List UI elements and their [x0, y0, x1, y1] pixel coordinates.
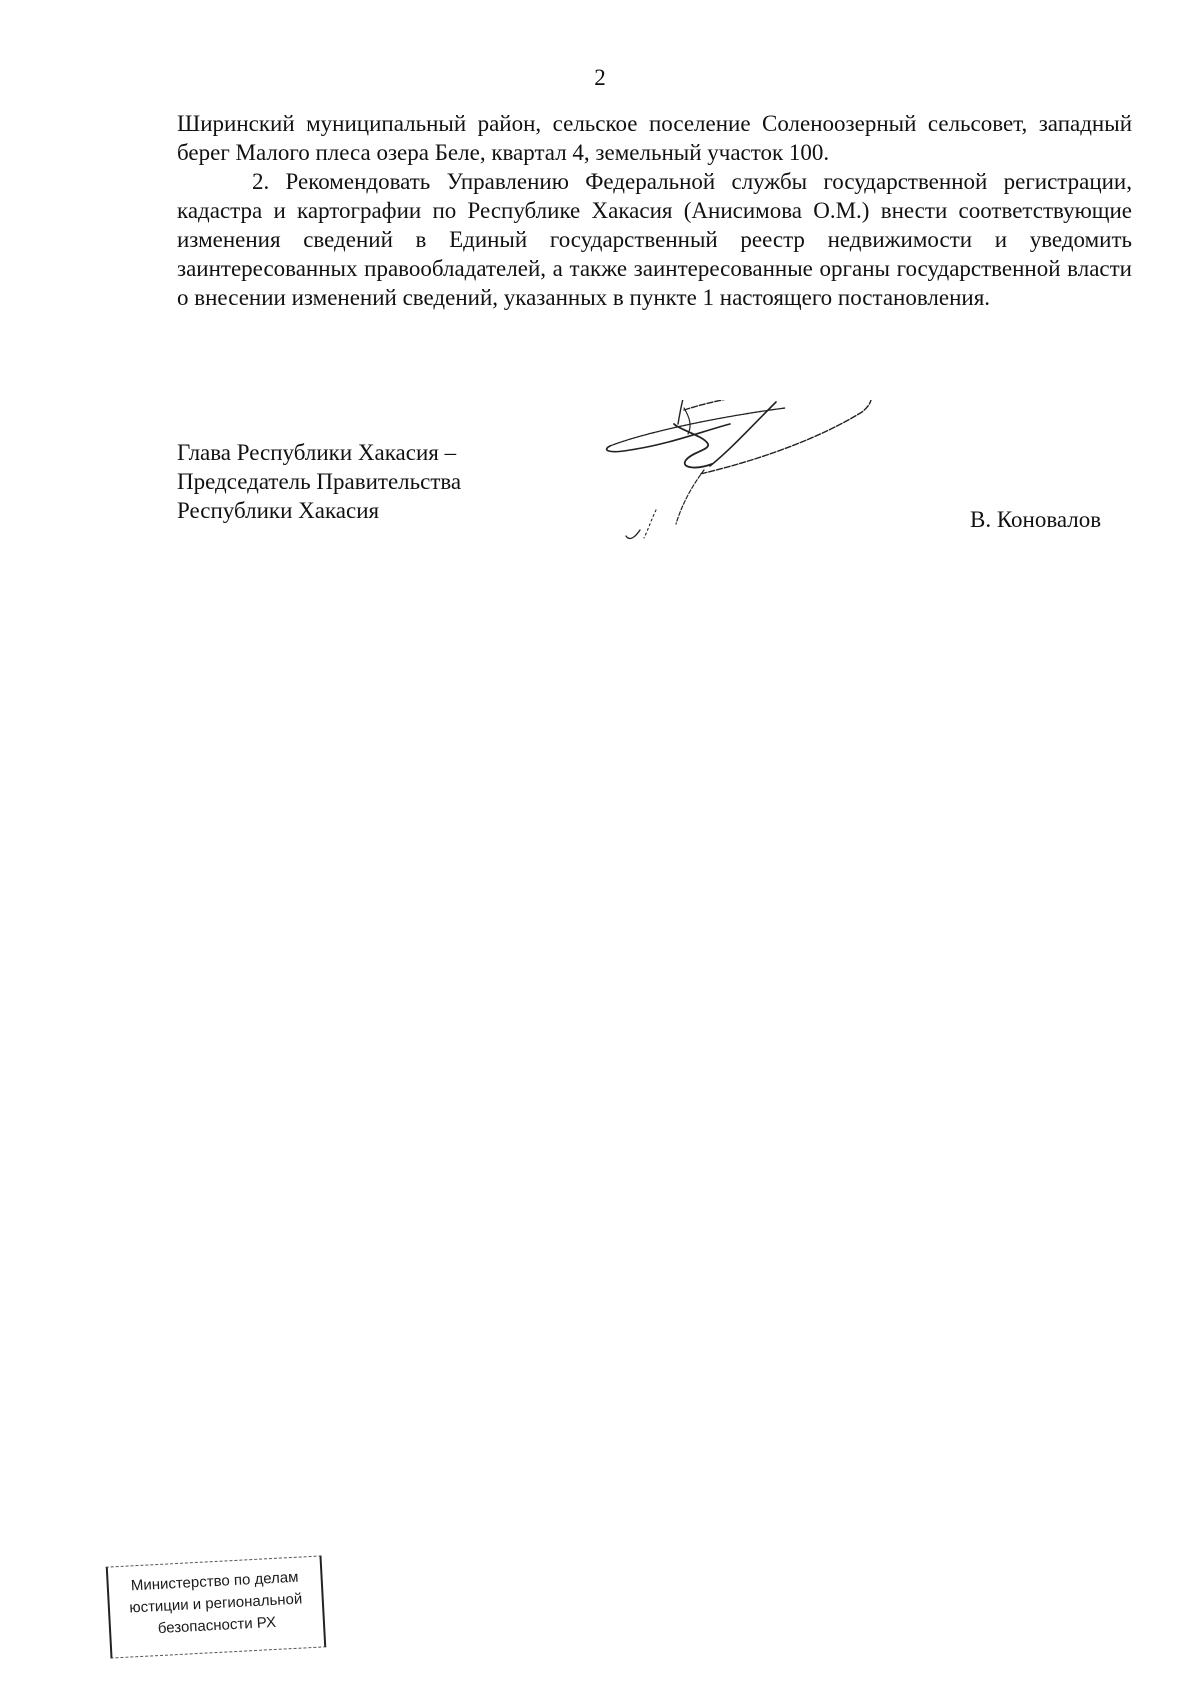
signatory-position — [177, 438, 461, 525]
signatory-position-line: Республики Хакасия — [177, 498, 380, 523]
page-number: 2 — [594, 65, 606, 90]
signatory-name: В. Коновалов — [970, 507, 1102, 532]
stamp-line: Министерство по делам — [130, 1568, 299, 1595]
paragraph-recommendation: 2. Рекомендовать Управлению Федеральной службы государственной регистрации, кадастра и картографии по Республике Хакасия (Анисимова О.М.) внести соответствующие изменения сведений в Единый государственный реестр недвижимости и уведомить заинтересованных правообладателей, а также заинтересованные органы государственной власти о внесении изменений сведений, указанных в пункте 1 настоящего постановления. — [177, 169, 1132, 310]
stamp-line: безопасности РХ — [157, 1613, 277, 1638]
handwritten-signature — [600, 400, 950, 595]
document-body — [177, 109, 1132, 312]
signatory-position-line: Глава Республики Хакасия – — [177, 440, 457, 465]
paragraph-location: Ширинский муниципальный район, сельское поселение Соленоозерный сельсовет, западный берег Малого плеса озера Беле, квартал 4, земельный участок 100. — [177, 111, 1132, 165]
stamp-line: юстиции и региональной — [128, 1590, 303, 1617]
signatory-position-line: Председатель Правительства — [177, 469, 462, 494]
ministry-stamp — [106, 1555, 327, 1658]
